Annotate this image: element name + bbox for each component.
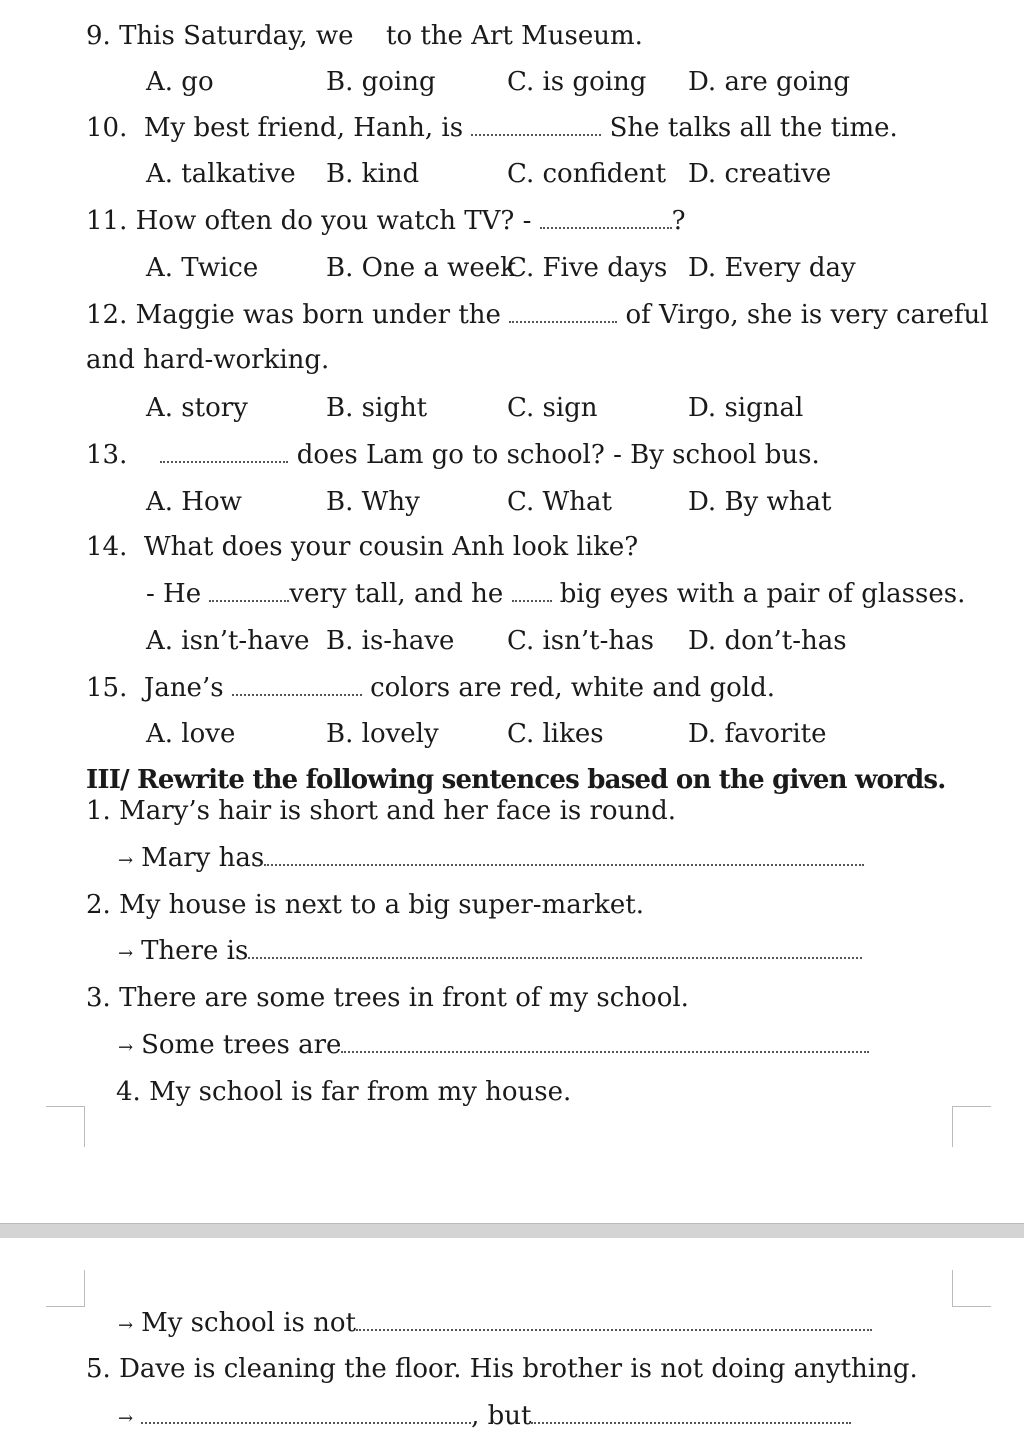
q-number: 13. [86, 440, 128, 470]
option-d[interactable]: D. don’t-has [688, 626, 847, 656]
section-heading: III/ Rewrite the following sentences based on the given words. [86, 765, 946, 795]
option-b[interactable]: B. going [326, 67, 436, 97]
q-stem: How often do you watch TV? - [135, 206, 532, 236]
q-number: 12. [86, 300, 128, 330]
question-12 [86, 299, 989, 331]
q-stem-end: She talks all the time. [609, 113, 898, 143]
option-b[interactable]: B. kind [326, 159, 420, 189]
page-margin-corner [46, 1270, 85, 1307]
rewrite-answer-1 [118, 842, 864, 877]
q-stem-end: of Virgo, she is very careful [625, 300, 989, 330]
rewrite-answer-3 [118, 1029, 869, 1064]
rewrite-answer-2 [118, 935, 862, 970]
arrow-icon: → [118, 1037, 134, 1058]
item-sentence: Dave is cleaning the floor. His brother is not doing anything. [119, 1354, 918, 1384]
option-d[interactable]: D. signal [688, 393, 804, 423]
item-number: 1. [86, 796, 111, 826]
page-break [0, 1223, 1024, 1239]
question-9-stem-end: to the Art Museum. [386, 21, 643, 51]
q-text: - He [146, 579, 202, 609]
option-d[interactable]: D. favorite [688, 719, 827, 749]
option-a[interactable]: A. go [146, 67, 214, 97]
option-a[interactable]: A. How [146, 487, 242, 517]
question-15 [86, 672, 775, 704]
option-b[interactable]: B. One a week [326, 253, 516, 283]
blank-line[interactable] [471, 114, 601, 136]
answer-prompt: Some trees are [141, 1030, 342, 1060]
answer-line[interactable] [356, 1309, 872, 1331]
blank-line[interactable] [509, 301, 617, 323]
option-d[interactable]: D. Every day [688, 253, 856, 283]
option-c[interactable]: C. confident [507, 159, 667, 189]
q-stem-end: ? [671, 206, 686, 236]
blank-line[interactable] [512, 580, 552, 602]
item-number: 5. [86, 1354, 111, 1384]
page-margin-corner [46, 1106, 85, 1147]
item-sentence: My school is far from my house. [149, 1077, 572, 1107]
rewrite-item-3 [86, 982, 689, 1014]
option-c[interactable]: C. is going [507, 67, 647, 97]
q-stem: does Lam go to school? - By school bus. [296, 440, 820, 470]
arrow-icon: → [118, 943, 134, 964]
q-stem: What does your cousin Anh look like? [143, 532, 639, 562]
rewrite-item-4 [116, 1076, 571, 1108]
q-number: 15. [86, 673, 128, 703]
option-d[interactable]: D. creative [688, 159, 832, 189]
rewrite-answer-4 [118, 1307, 872, 1342]
q-stem: Maggie was born under the [135, 300, 501, 330]
option-d[interactable]: D. By what [688, 487, 832, 517]
option-c[interactable]: C. sign [507, 393, 598, 423]
q-stem: This Saturday, we [119, 21, 354, 51]
answer-prompt: , but [471, 1401, 532, 1431]
answer-line[interactable] [264, 844, 864, 866]
answer-line[interactable] [531, 1402, 851, 1424]
option-c[interactable]: C. likes [507, 719, 604, 749]
answer-prompt: My school is not [141, 1308, 356, 1338]
rewrite-item-5 [86, 1353, 918, 1385]
item-number: 2. [86, 890, 111, 920]
option-b[interactable]: B. Why [326, 487, 420, 517]
q-stem: Jane’s [143, 673, 224, 703]
option-d[interactable]: D. are going [688, 67, 851, 97]
option-a[interactable]: A. love [146, 719, 236, 749]
rewrite-answer-5 [118, 1400, 851, 1435]
answer-prompt: Mary has [141, 843, 265, 873]
item-sentence: My house is next to a big super-market. [119, 890, 644, 920]
option-b[interactable]: B. is-have [326, 626, 455, 656]
arrow-icon: → [118, 1408, 134, 1429]
q-number: 11. [86, 206, 128, 236]
answer-prompt: There is [141, 936, 249, 966]
question-11 [86, 205, 686, 237]
answer-line[interactable] [341, 1031, 869, 1053]
arrow-icon: → [118, 850, 134, 871]
option-c[interactable]: C. What [507, 487, 612, 517]
blank-line[interactable] [232, 674, 362, 696]
page-bottom [0, 1238, 1024, 1454]
question-10 [86, 112, 898, 144]
option-a[interactable]: A. Twice [146, 253, 259, 283]
rewrite-item-2 [86, 889, 644, 921]
item-sentence: Mary’s hair is short and her face is round. [119, 796, 676, 826]
option-a[interactable]: A. talkative [146, 159, 296, 189]
question-13 [86, 439, 820, 471]
q-stem-end: colors are red, white and gold. [370, 673, 775, 703]
question-14-answer-line [146, 578, 965, 610]
option-b[interactable]: B. lovely [326, 719, 439, 749]
option-b[interactable]: B. sight [326, 393, 428, 423]
rewrite-item-1 [86, 795, 676, 827]
arrow-icon: → [118, 1315, 134, 1336]
q-stem: My best friend, Hanh, is [143, 113, 464, 143]
item-sentence: There are some trees in front of my school. [119, 983, 689, 1013]
page-margin-corner [952, 1106, 991, 1147]
q-text: very tall, and he [289, 579, 504, 609]
blank-line[interactable] [540, 207, 672, 229]
answer-line[interactable] [248, 937, 862, 959]
blank-line[interactable] [160, 441, 288, 463]
option-c[interactable]: C. isn’t-has [507, 626, 654, 656]
q-number: 10. [86, 113, 128, 143]
option-a[interactable]: A. story [146, 393, 248, 423]
question-9 [86, 20, 354, 52]
item-number: 3. [86, 983, 111, 1013]
q-number: 14. [86, 532, 128, 562]
q-text: big eyes with a pair of glasses. [559, 579, 966, 609]
question-12-continued: and hard-working. [86, 345, 330, 375]
answer-line[interactable] [141, 1402, 471, 1424]
q-number: 9. [86, 21, 111, 51]
page-margin-corner [952, 1270, 991, 1307]
option-a[interactable]: A. isn’t-have [146, 626, 310, 656]
question-14 [86, 531, 638, 563]
option-c[interactable]: C. Five days [507, 253, 668, 283]
blank-line[interactable] [209, 580, 289, 602]
item-number: 4. [116, 1077, 141, 1107]
